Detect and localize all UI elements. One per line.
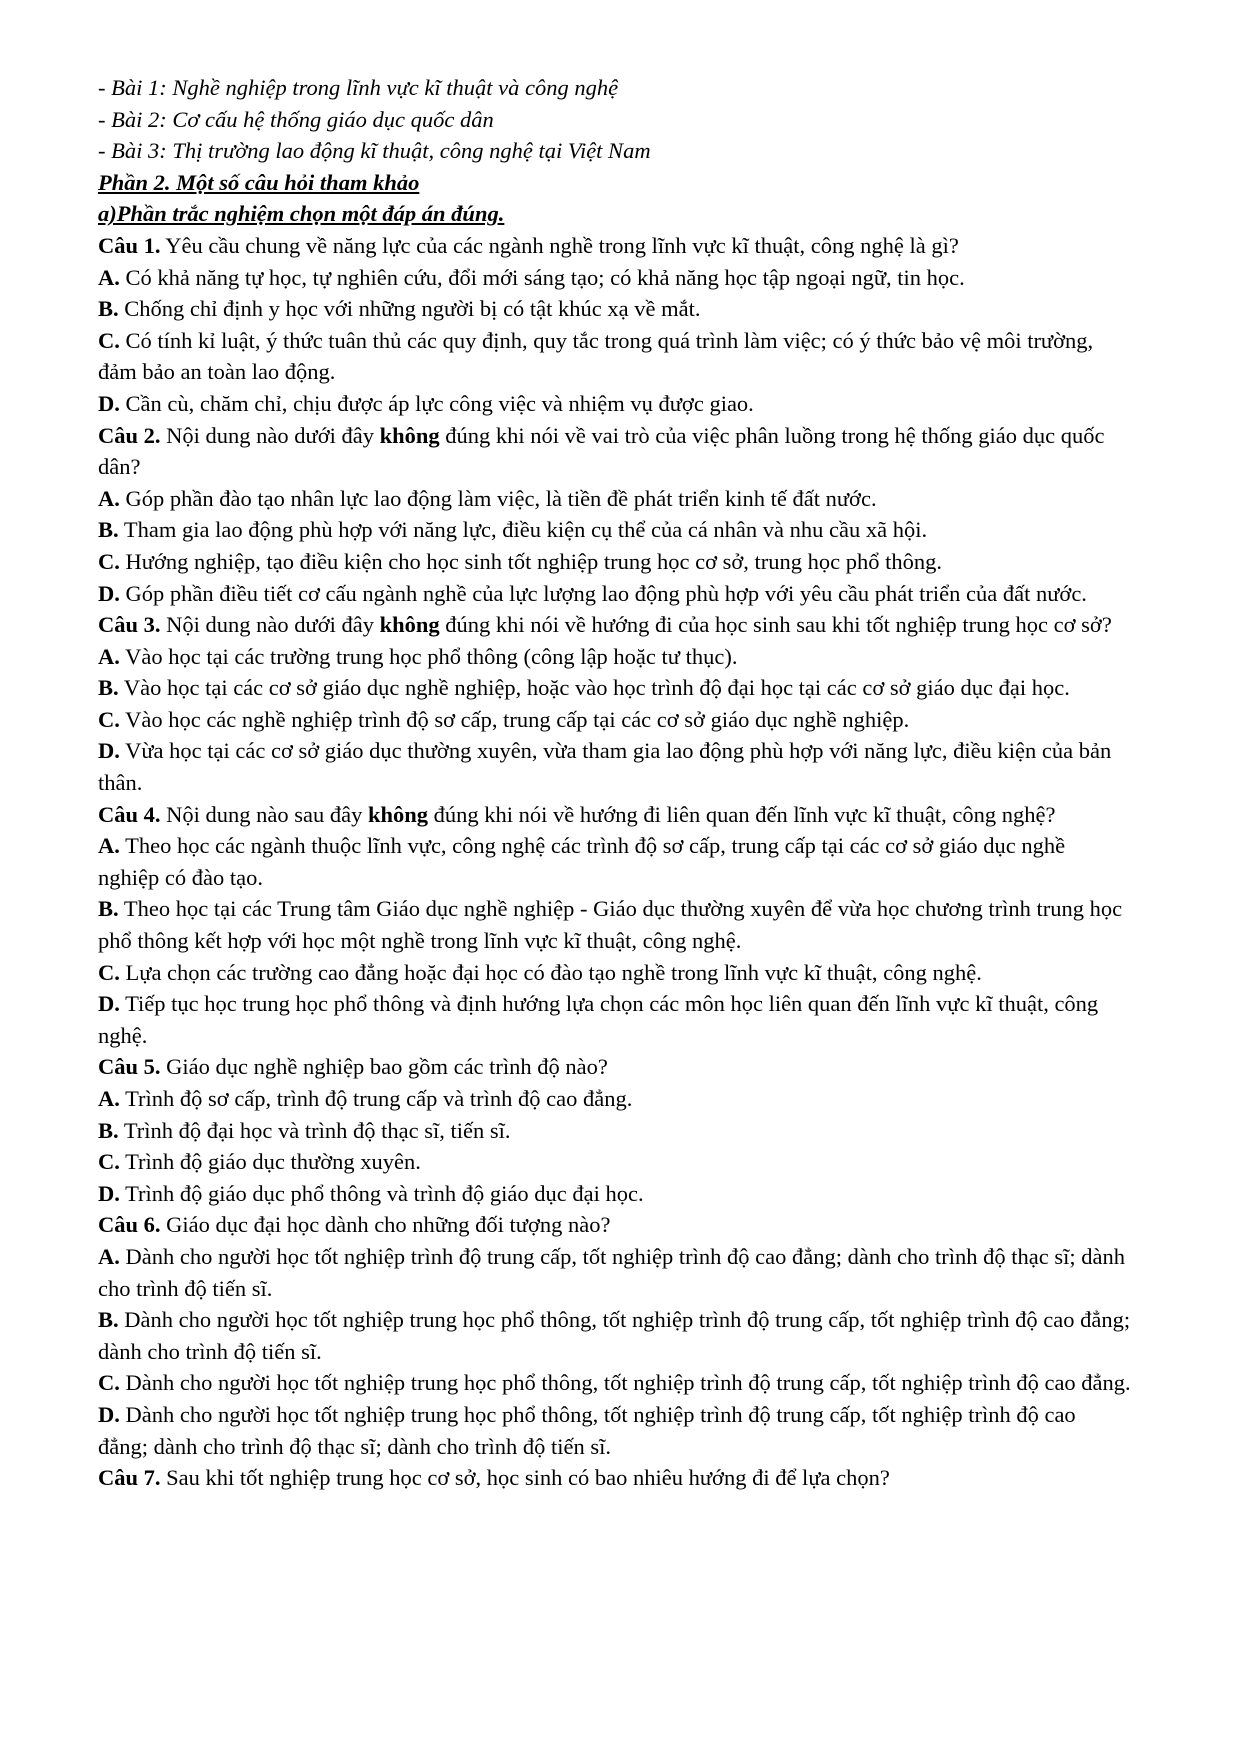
- answer-option: [98, 1399, 1131, 1462]
- answer-option: [98, 1146, 1131, 1178]
- option-label: A.: [98, 1243, 120, 1269]
- question-label: Câu 7.: [98, 1465, 161, 1491]
- answer-option: [98, 704, 1131, 736]
- option-text: Trình độ giáo dục thường xuyên.: [119, 1149, 421, 1175]
- option-label: C.: [98, 959, 120, 985]
- option-text: Hướng nghiệp, tạo điều kiện cho học sinh tốt nghiệp trung học cơ sở, trung học phổ thông.: [119, 548, 943, 574]
- option-label: C.: [98, 548, 120, 574]
- question-block: [98, 1462, 1131, 1494]
- question-text: Nội dung nào sau đây: [160, 801, 368, 827]
- question-title: [98, 799, 1131, 831]
- option-text: Trình độ sơ cấp, trình độ trung cấp và trình độ cao đẳng.: [119, 1086, 633, 1111]
- question-block: [98, 1051, 1131, 1209]
- option-text: Dành cho người học tốt nghiệp trung học phổ thông, tốt nghiệp trình độ trung cấp, tốt nghiệp trình độ cao đẳng; dành cho trình độ thạc sĩ; dành cho trình độ tiến sĩ.: [98, 1401, 1076, 1459]
- question-label: Câu 3.: [98, 612, 161, 638]
- question-text: Giáo dục đại học dành cho những đối tượng nào?: [160, 1212, 611, 1238]
- intro-line: - Bài 1: Nghề nghiệp trong lĩnh vực kĩ thuật và công nghệ: [98, 75, 619, 100]
- option-label: D.: [98, 991, 120, 1017]
- answer-option: [98, 1115, 1131, 1147]
- answer-option: [98, 1241, 1131, 1304]
- option-label: B.: [98, 517, 119, 543]
- option-text: Theo học tại các Trung tâm Giáo dục nghề nghiệp - Giáo dục thường xuyên để vừa học chương trình trung học phổ thông kết hợp với học một nghề trong lĩnh vực kĩ thuật, công nghệ.: [98, 896, 1123, 954]
- option-text: Trình độ giáo dục phổ thông và trình độ giáo dục đại học.: [119, 1180, 644, 1206]
- option-text: Có khả năng tự học, tự nghiên cứu, đổi mới sáng tạo; có khả năng học tập ngoại ngữ, tin học.: [119, 264, 965, 290]
- option-label: D.: [98, 1180, 120, 1206]
- answer-option: [98, 672, 1131, 704]
- intro-line: - Bài 3: Thị trường lao động kĩ thuật, công nghệ tại Việt Nam: [98, 138, 651, 164]
- answer-option: [98, 546, 1131, 578]
- option-text: Cần cù, chăm chỉ, chịu được áp lực công việc và nhiệm vụ được giao.: [119, 390, 754, 416]
- option-text: Chống chỉ định y học với những người bị có tật khúc xạ về mắt.: [118, 296, 701, 322]
- question-block: [98, 230, 1131, 420]
- option-label: D.: [98, 1401, 120, 1427]
- option-label: C.: [98, 1149, 120, 1175]
- option-label: D.: [98, 738, 120, 764]
- option-text: Dành cho người học tốt nghiệp trình độ trung cấp, tốt nghiệp trình độ cao đẳng; dành cho trình độ thạc sĩ; dành cho trình độ tiến sĩ.: [98, 1243, 1126, 1301]
- option-label: A.: [98, 833, 120, 859]
- option-label: B.: [98, 1117, 119, 1143]
- question-text-after: đúng khi nói về vai trò của việc phân luồng trong hệ thống giáo dục quốc dân?: [98, 422, 1105, 480]
- question-block: [98, 1209, 1131, 1462]
- answer-option: [98, 1367, 1131, 1399]
- question-title: [98, 1462, 1131, 1494]
- question-text: Yêu cầu chung về năng lực của các ngành nghề trong lĩnh vực kĩ thuật, công nghệ là gì?: [160, 232, 959, 258]
- answer-option: [98, 830, 1131, 893]
- answer-option: [98, 1304, 1131, 1367]
- option-text: Dành cho người học tốt nghiệp trung học phổ thông, tốt nghiệp trình độ trung cấp, tốt nghiệp trình độ cao đẳng.: [119, 1370, 1131, 1396]
- option-text: Góp phần điều tiết cơ cấu ngành nghề của lực lượng lao động phù hợp với yêu cầu phát triển của đất nước.: [119, 580, 1087, 606]
- question-label: Câu 5.: [98, 1054, 161, 1080]
- answer-option: [98, 1178, 1131, 1210]
- answer-option: [98, 893, 1131, 956]
- option-label: D.: [98, 580, 120, 606]
- question-title: [98, 230, 1131, 262]
- option-label: B.: [98, 1307, 119, 1333]
- option-label: C.: [98, 1370, 120, 1396]
- answer-option: [98, 1083, 1131, 1115]
- subsection-title: a)Phần trắc nghiệm chọn một đáp án đúng.: [98, 201, 505, 227]
- option-text: Vào học tại các trường trung học phổ thông (công lập hoặc tư thục).: [119, 643, 738, 669]
- option-text: Theo học các ngành thuộc lĩnh vực, công nghệ các trình độ sơ cấp, trung cấp tại các cơ sở giáo dục nghề nghiệp có đào tạo.: [98, 833, 1066, 890]
- question-list: [98, 230, 1131, 1494]
- option-text: Tiếp tục học trung học phổ thông và định hướng lựa chọn các môn học liên quan đến lĩnh vực kĩ thuật, công nghệ.: [98, 991, 1099, 1048]
- answer-option: [98, 483, 1131, 515]
- answer-option: [98, 388, 1131, 420]
- option-text: Tham gia lao động phù hợp với năng lực, điều kiện cụ thể của cá nhân và nhu cầu xã hội.: [118, 517, 928, 543]
- question-text: Sau khi tốt nghiệp trung học cơ sở, học sinh có bao nhiêu hướng đi để lựa chọn?: [160, 1465, 890, 1491]
- answer-option: [98, 325, 1131, 388]
- option-label: B.: [98, 296, 119, 322]
- question-title: [98, 1051, 1131, 1083]
- answer-option: [98, 262, 1131, 294]
- option-text: Góp phần đào tạo nhân lực lao động làm việc, là tiền đề phát triển kinh tế đất nước.: [119, 485, 877, 511]
- option-text: Có tính kỉ luật, ý thức tuân thủ các quy định, quy tắc trong quá trình làm việc; có ý thức bảo vệ môi trường, đảm bảo an toàn lao động.: [98, 327, 1094, 385]
- option-text: Lựa chọn các trường cao đẳng hoặc đại học có đào tạo nghề trong lĩnh vực kĩ thuật, công nghệ.: [119, 959, 982, 985]
- option-text: Vào học các nghề nghiệp trình độ sơ cấp, trung cấp tại các cơ sở giáo dục nghề nghiệp.: [119, 706, 910, 732]
- answer-option: [98, 514, 1131, 546]
- question-text: Giáo dục nghề nghiệp bao gồm các trình độ nào?: [160, 1054, 608, 1080]
- question-text: Nội dung nào dưới đây: [160, 612, 380, 638]
- question-label: Câu 2.: [98, 422, 161, 448]
- option-label: C.: [98, 327, 120, 353]
- option-label: A.: [98, 264, 120, 290]
- option-text: Vào học tại các cơ sở giáo dục nghề nghiệp, hoặc vào học trình độ đại học tại các cơ sở giáo dục đại học.: [118, 675, 1070, 701]
- option-label: B.: [98, 896, 119, 922]
- question-label: Câu 6.: [98, 1212, 161, 1238]
- answer-option: [98, 988, 1131, 1051]
- question-label: Câu 4.: [98, 801, 161, 827]
- option-label: A.: [98, 1086, 120, 1111]
- question-title: [98, 609, 1131, 641]
- answer-option: [98, 641, 1131, 673]
- question-text-after: đúng khi nói về hướng đi liên quan đến lĩnh vực kĩ thuật, công nghệ?: [428, 801, 1056, 827]
- question-label: Câu 1.: [98, 232, 161, 258]
- question-block: [98, 799, 1131, 1052]
- question-emphasis: không: [367, 801, 429, 827]
- question-block: [98, 609, 1131, 799]
- option-text: Trình độ đại học và trình độ thạc sĩ, tiến sĩ.: [118, 1117, 511, 1143]
- section-title: Phần 2. Một số câu hỏi tham khảo: [98, 169, 420, 195]
- question-text: Nội dung nào dưới đây: [160, 422, 380, 448]
- intro-line: - Bài 2: Cơ cấu hệ thống giáo dục quốc dân: [98, 106, 494, 132]
- answer-option: [98, 578, 1131, 610]
- option-label: C.: [98, 706, 120, 732]
- answer-option: [98, 735, 1131, 798]
- question-title: [98, 420, 1131, 483]
- question-block: [98, 420, 1131, 610]
- question-emphasis: không: [379, 422, 440, 448]
- answer-option: [98, 957, 1131, 989]
- option-label: D.: [98, 390, 120, 416]
- option-label: A.: [98, 643, 120, 669]
- option-label: A.: [98, 485, 120, 511]
- answer-option: [98, 293, 1131, 325]
- option-text: Vừa học tại các cơ sở giáo dục thường xuyên, vừa tham gia lao động phù hợp với năng lực, điều kiện của bản thân.: [98, 738, 1112, 796]
- question-emphasis: không: [379, 612, 440, 638]
- option-label: B.: [98, 675, 119, 701]
- question-title: [98, 1209, 1131, 1241]
- option-text: Dành cho người học tốt nghiệp trung học phổ thông, tốt nghiệp trình độ trung cấp, tốt nghiệp trình độ cao đẳng; dành cho trình độ tiến sĩ.: [98, 1307, 1131, 1364]
- question-text-after: đúng khi nói về hướng đi của học sinh sau khi tốt nghiệp trung học cơ sở?: [439, 612, 1112, 638]
